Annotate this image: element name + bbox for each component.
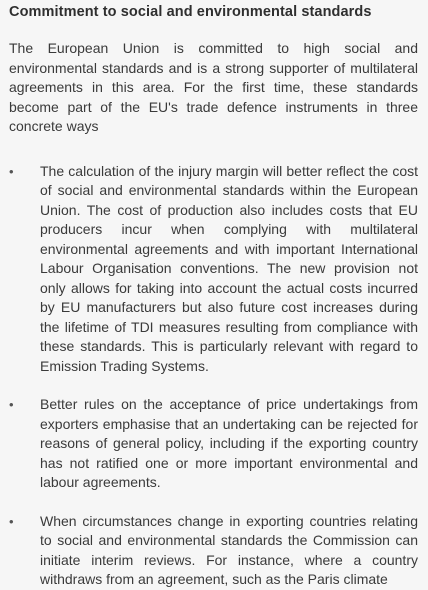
section-heading: Commitment to social and environmental standards	[9, 4, 372, 20]
list-item	[9, 395, 418, 493]
list-item	[9, 162, 418, 377]
bullet-text: Better rules on the acceptance of price undertakings from exporters emphasise that an undertaking can be rejected for reasons of general policy, including if the exporting country has not ratified one or more important environmental and labour agreements.	[40, 396, 418, 490]
bullet-icon: •	[9, 397, 14, 412]
bullet-icon: •	[9, 513, 14, 529]
bullet-list	[9, 162, 418, 590]
bullet-text: The calculation of the injury margin will better reflect the cost of social and environmental standards within the European Union. The cost of production also includes costs that EU producers incur when complying with multilateral environmental agreements and with important International Labour Organisation conventions. The new provision not only allows for taking into account the actual costs incurred by EU manufacturers but also future cost increases during the lifetime of TDI measures resulting from compliance with these standards. This is particularly relevant with regard to Emission Trading Systems.	[40, 162, 418, 374]
bullet-text: When circumstances change in exporting countries relating to social and environmental standards the Commission can initiate interim reviews. For instance, where a country withdraws from an agreement, such as the Paris climate	[40, 512, 418, 587]
list-item	[9, 512, 418, 590]
intro-paragraph: The European Union is committed to high social and environmental standards and is a strong supporter of multilateral agreements in this area. For the first time, these standards become part of the EU's trade defence instruments in three concrete ways	[9, 40, 418, 134]
bullet-icon: •	[9, 163, 14, 179]
